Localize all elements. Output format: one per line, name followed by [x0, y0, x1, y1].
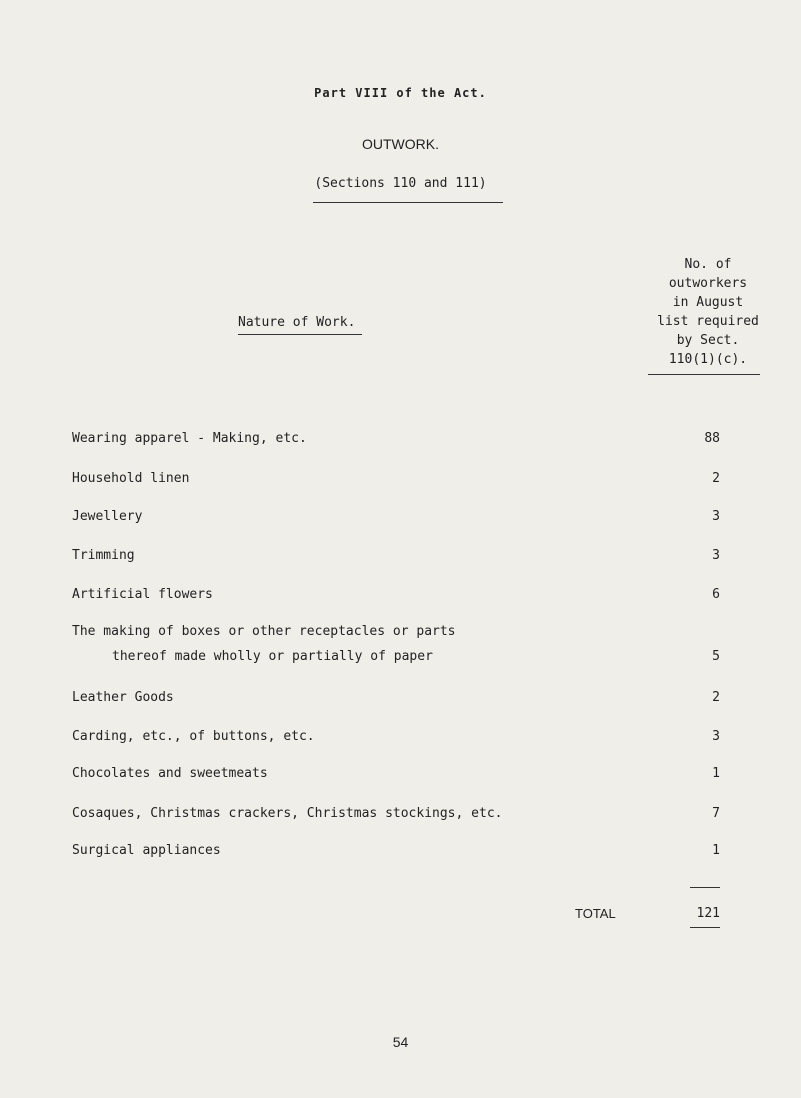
- outworkers-header: [638, 255, 778, 369]
- total-rule-bottom: [690, 927, 720, 928]
- table-row-value: 3: [712, 509, 720, 524]
- outworkers-header-line: list required: [657, 314, 759, 329]
- table-row-value: 3: [712, 548, 720, 563]
- table-row-label: Chocolates and sweetmeats: [72, 766, 268, 781]
- table-row-label: Surgical appliances: [72, 843, 221, 858]
- section-heading: OUTWORK.: [362, 136, 439, 152]
- table-row-value: 1: [712, 843, 720, 858]
- table-row-label: Artificial flowers: [72, 587, 213, 602]
- table-row-label: Jewellery: [72, 509, 143, 524]
- table-row-value: 3: [712, 729, 720, 744]
- outworkers-header-underline: [648, 374, 760, 375]
- outworkers-header-line: outworkers: [668, 276, 748, 291]
- table-row-value: 2: [712, 690, 720, 705]
- outworkers-header-line: 110(1)(c).: [668, 352, 748, 367]
- total-label: TOTAL: [575, 906, 616, 921]
- total-rule-top: [690, 887, 720, 888]
- table-row-label: Wearing apparel - Making, etc.: [72, 431, 307, 446]
- sections-note: (Sections 110 and 111): [314, 176, 487, 191]
- table-row-label: Leather Goods: [72, 690, 174, 705]
- table-row-label: Household linen: [72, 471, 190, 486]
- table-row-value: 7: [712, 806, 720, 821]
- outworkers-header-line: No. of: [684, 257, 732, 272]
- table-row-label: Cosaques, Christmas crackers, Christmas stockings, etc.: [72, 806, 503, 821]
- nature-header-underline: [238, 334, 362, 335]
- table-row-value: 6: [712, 587, 720, 602]
- table-row-value: 88: [704, 431, 720, 446]
- heading-underline: [313, 202, 503, 203]
- table-row-value: 1: [712, 766, 720, 781]
- table-row-value: 5: [712, 649, 720, 664]
- table-row-label: Carding, etc., of buttons, etc.: [72, 729, 315, 744]
- table-row-value: 2: [712, 471, 720, 486]
- outworkers-header-line: by Sect.: [676, 333, 740, 348]
- table-row-label: Trimming: [72, 548, 135, 563]
- total-value: 121: [696, 906, 720, 921]
- page-number: 54: [392, 1034, 409, 1050]
- outworkers-header-line: in August: [672, 295, 744, 310]
- page-title: Part VIII of the Act.: [314, 86, 487, 100]
- nature-header: Nature of Work.: [238, 315, 356, 330]
- table-row-label: The making of boxes or other receptacles or parts: [72, 624, 456, 639]
- table-row-label: thereof made wholly or partially of paper: [112, 649, 433, 664]
